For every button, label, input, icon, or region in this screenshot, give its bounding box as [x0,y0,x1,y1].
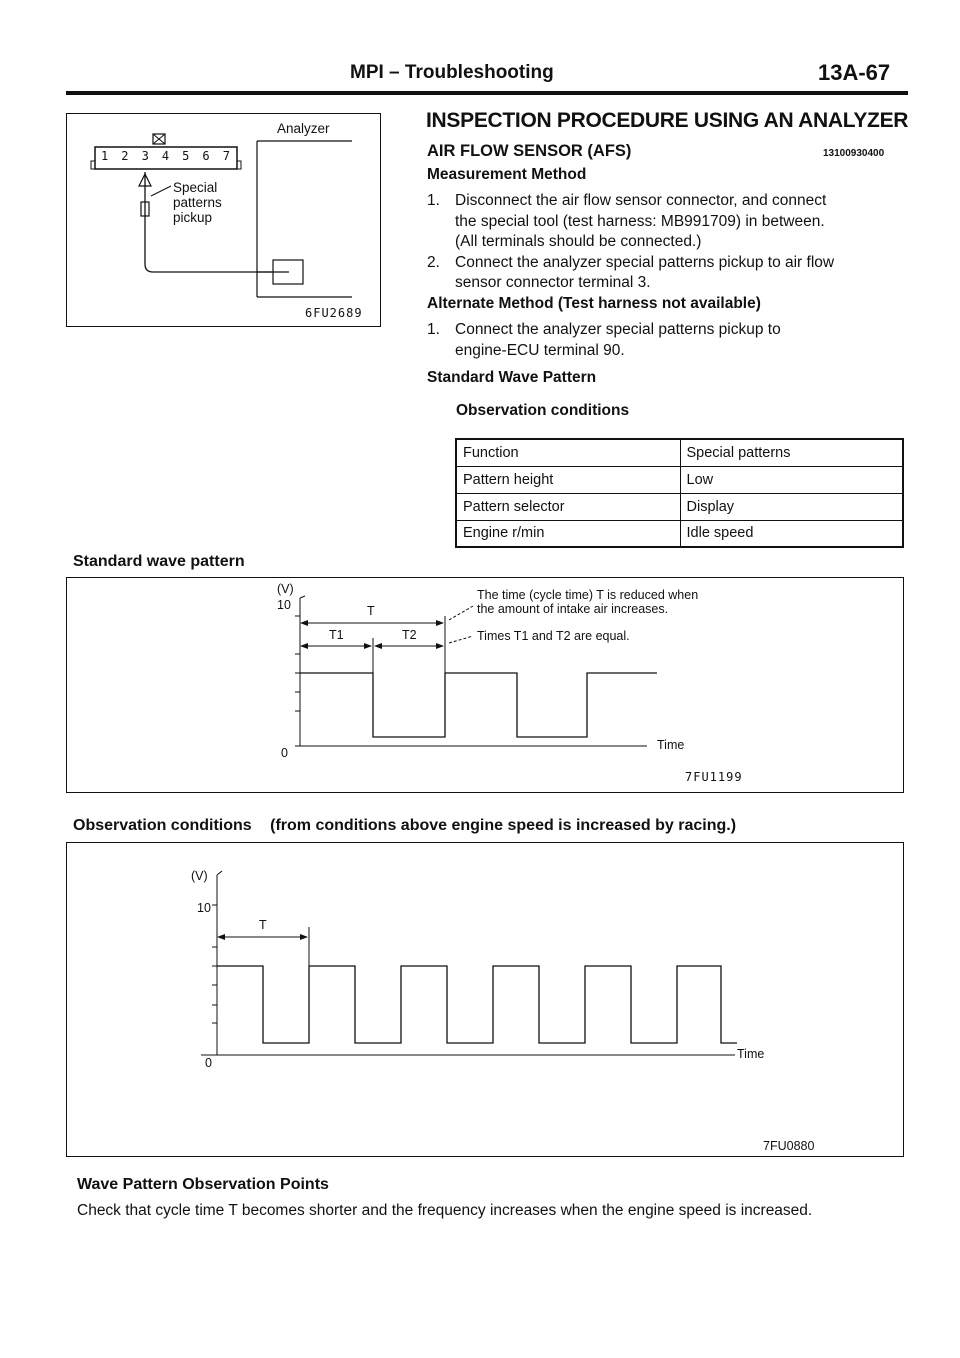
wave1-code: 7FU1199 [685,770,743,784]
procedure-subheading: AIR FLOW SENSOR (AFS) [427,142,632,160]
page-number: 13A-67 [818,60,891,85]
racing-wave-drawing [67,843,905,1158]
observation-points-title: Wave Pattern Observation Points [77,1176,329,1193]
procedure-heading: INSPECTION PROCEDURE USING AN ANALYZER [426,109,909,132]
wave2-y-max: 10 [197,901,211,915]
alternate-steps [427,320,905,361]
table-cell: Engine r/min [456,520,680,547]
wave2-y-unit: (V) [191,869,208,883]
connector-pin: 5 [182,149,191,163]
page-header-title: MPI – Troubleshooting [350,62,554,83]
step-item: 1. Connect the analyzer special patterns pickup to engine-ECU terminal 90. [427,321,781,359]
table-cell: Low [680,466,903,493]
connector-diagram [66,113,381,327]
connector-pin: 4 [161,149,171,163]
connector-pins [95,149,237,163]
table-cell: Display [680,493,903,520]
wave1-x-label: Time [657,738,685,752]
observation-conditions-title: Observation conditions [456,402,630,419]
wave1-note-equal: Times T1 and T2 are equal. [477,629,630,643]
wave1-y-max: 10 [277,598,291,612]
wave2-code: 7FU0880 [763,1139,815,1153]
wave1-note-cycle: The time (cycle time) T is reduced when the amount of intake air increases. [477,588,699,616]
analyzer-label: Analyzer [277,121,330,136]
figure1-code: 6FU2689 [305,306,363,320]
observation-points-text: Check that cycle time T becomes shorter and the frequency increases when the engine speed is increased. [77,1202,813,1219]
measurement-steps [427,191,905,294]
wave2-y-zero: 0 [205,1056,212,1070]
conditions-table [455,438,904,548]
table-cell: Special patterns [680,439,903,466]
connector-pin: 7 [222,149,231,163]
document-number: 13100930400 [823,148,885,159]
racing-wave-figure [66,842,904,1157]
step-item: 1. Disconnect the air flow sensor connector, and connect the special tool (test harness: MB991709) in between. (All terminals should be connected.) [427,192,827,250]
table-cell: Idle speed [680,520,903,547]
standard-wave-pattern-title: Standard Wave Pattern [427,369,597,386]
wave2-x-label: Time [737,1047,765,1061]
table-cell: Function [456,439,680,466]
wave1-period-label: T [367,604,375,618]
table-row [456,466,903,493]
connector-diagram-drawing [67,114,382,328]
wave1-y-zero: 0 [281,746,288,760]
wave1-t1-label: T1 [329,628,344,642]
table-row [456,493,903,520]
table-cell: Pattern selector [456,493,680,520]
standard-wave-caption: Standard wave pattern [73,553,245,570]
racing-wave-caption: Observation conditions (from conditions above engine speed is increased by racing.) [73,817,737,834]
connector-pin: 1 [101,149,110,163]
connector-pin: 6 [202,149,211,163]
header-rule [66,91,908,95]
standard-wave-figure [66,577,904,793]
wave1-y-unit: (V) [277,582,294,596]
table-row [456,520,903,547]
wave1-t2-label: T2 [402,628,417,642]
measurement-method-title: Measurement Method [427,166,587,183]
pickup-label: Special patterns pickup [173,180,222,225]
alternate-method-title: Alternate Method (Test harness not available) [427,295,761,312]
table-row [456,439,903,466]
wave2-period-label: T [259,918,267,932]
connector-pin: 2 [121,149,130,163]
step-item: 2. Connect the analyzer special patterns pickup to air flow sensor connector terminal 3. [427,253,835,291]
connector-pin: 3 [141,149,150,163]
table-cell: Pattern height [456,466,680,493]
